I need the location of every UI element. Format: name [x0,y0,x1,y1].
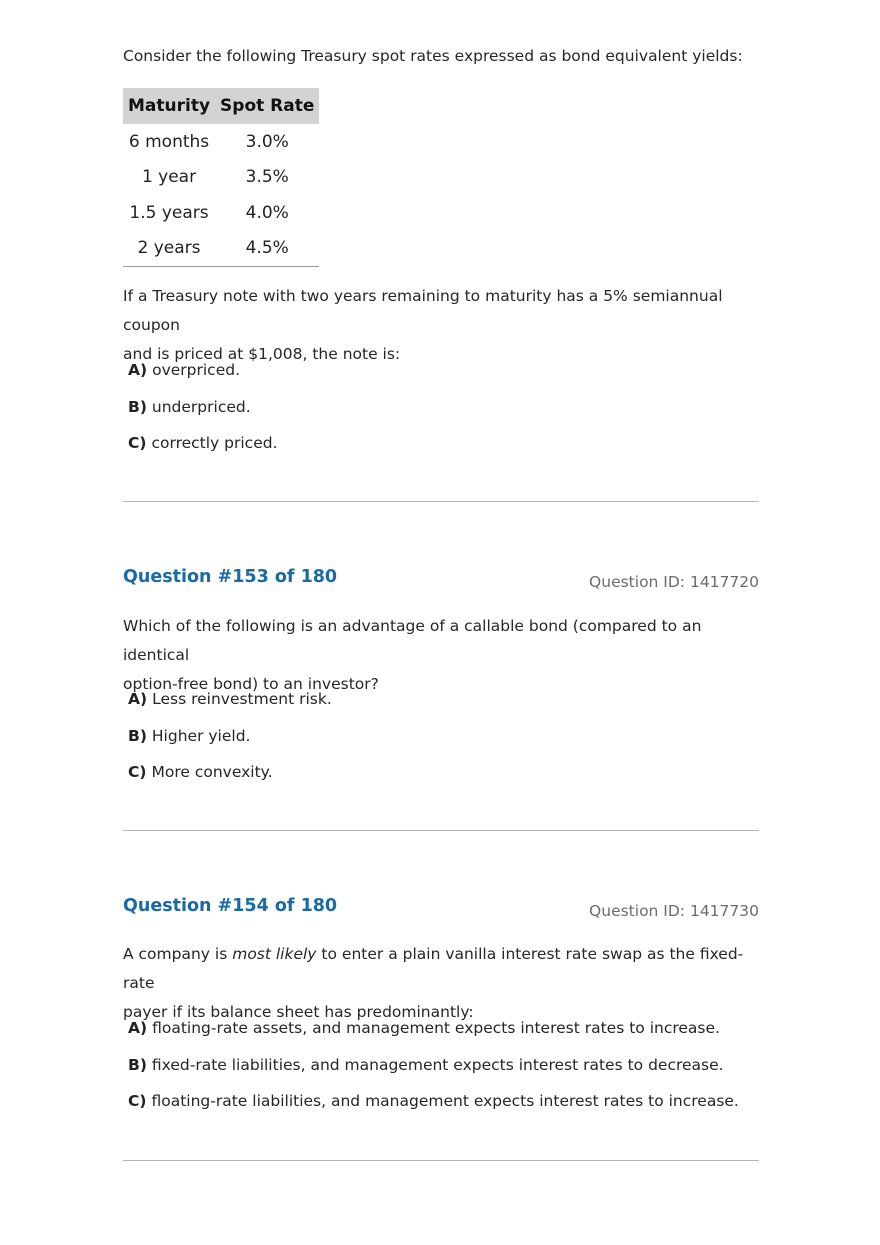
q154-question-emphasis: most likely [232,945,317,963]
choice-text: More convexity. [151,763,273,781]
q152-question-line-2: and is priced at $1,008, the note is: [123,345,401,363]
q152-choices [128,360,278,470]
table-header-spot-rate: Spot Rate [215,88,319,124]
answer-choice-c[interactable] [128,762,332,799]
table-row [123,231,319,267]
answer-choice-c[interactable] [128,433,278,470]
answer-choice-a[interactable] [128,689,332,726]
q153-choices [128,689,332,799]
q152-intro-block [123,42,759,71]
answer-choice-b[interactable] [128,1055,739,1092]
q154-question-id: Question ID: 1417730 [589,902,759,920]
choice-text: floating-rate liabilities, and management expects interest rates to increase. [151,1092,739,1110]
q154-question-pre: A company is [123,945,233,963]
choice-text: overpriced. [152,361,241,379]
q152-question-block [123,282,759,369]
table-header-maturity: Maturity [123,88,215,124]
q154-choices [128,1018,739,1128]
q154-question-post: to enter a plain vanilla interest rate swap as the fixed-rate [123,945,744,992]
choice-letter: C) [128,1092,147,1110]
q153-question-line-2: option-free bond) to an investor? [123,675,379,693]
q152-question-line-1: If a Treasury note with two years remaining to maturity has a 5% semiannual coupon [123,287,723,334]
table-header-row [123,88,319,124]
table-cell-maturity: 1.5 years [129,202,209,223]
q154-question-line-1 [123,940,759,998]
choice-text: floating-rate assets, and management expects interest rates to increase. [152,1019,720,1037]
choice-letter: A) [128,361,148,379]
choice-letter: B) [128,1055,147,1074]
table-row [123,195,319,231]
choice-text: correctly priced. [151,434,278,452]
q153-question-block [123,612,759,699]
q154-question-line-2: payer if its balance sheet has predominantly: [123,1003,474,1021]
answer-choice-b[interactable] [128,726,332,763]
table-cell-rate: 3.0% [245,131,289,152]
choice-text: fixed-rate liabilities, and management expects interest rates to decrease. [151,1055,724,1074]
q153-question-id: Question ID: 1417720 [589,573,759,591]
answer-choice-b[interactable] [128,397,278,434]
table-row [123,124,319,160]
choice-text: Higher yield. [151,726,251,745]
table-cell-maturity: 2 years [137,238,201,259]
table-cell-rate: 4.0% [245,202,289,223]
choice-letter: C) [128,434,147,452]
choice-letter: C) [128,763,147,781]
table-row [123,160,319,196]
answer-choice-a[interactable] [128,360,278,397]
q153-title: Question #153 of 180 [123,567,338,587]
choice-text: Less reinvestment risk. [152,690,332,708]
choice-letter: A) [128,1019,148,1037]
table-cell-rate: 3.5% [245,167,289,188]
table-cell-maturity: 1 year [141,167,197,188]
q152-intro: Consider the following Treasury spot rates expressed as bond equivalent yields: [123,47,743,65]
question-divider [123,1160,759,1161]
question-divider [123,501,759,502]
choice-letter: B) [128,726,147,745]
choice-letter: B) [128,397,147,416]
q154-question-block [123,940,759,1027]
question-divider [123,830,759,831]
choice-letter: A) [128,690,148,708]
answer-choice-a[interactable] [128,1018,739,1055]
answer-choice-c[interactable] [128,1091,739,1128]
choice-text: underpriced. [151,397,251,416]
spot-rate-table [123,88,319,267]
q154-title: Question #154 of 180 [123,896,338,916]
table-cell-maturity: 6 months [128,131,210,152]
q153-question-line-1: Which of the following is an advantage of a callable bond (compared to an identical [123,617,702,664]
table-cell-rate: 4.5% [245,238,289,259]
